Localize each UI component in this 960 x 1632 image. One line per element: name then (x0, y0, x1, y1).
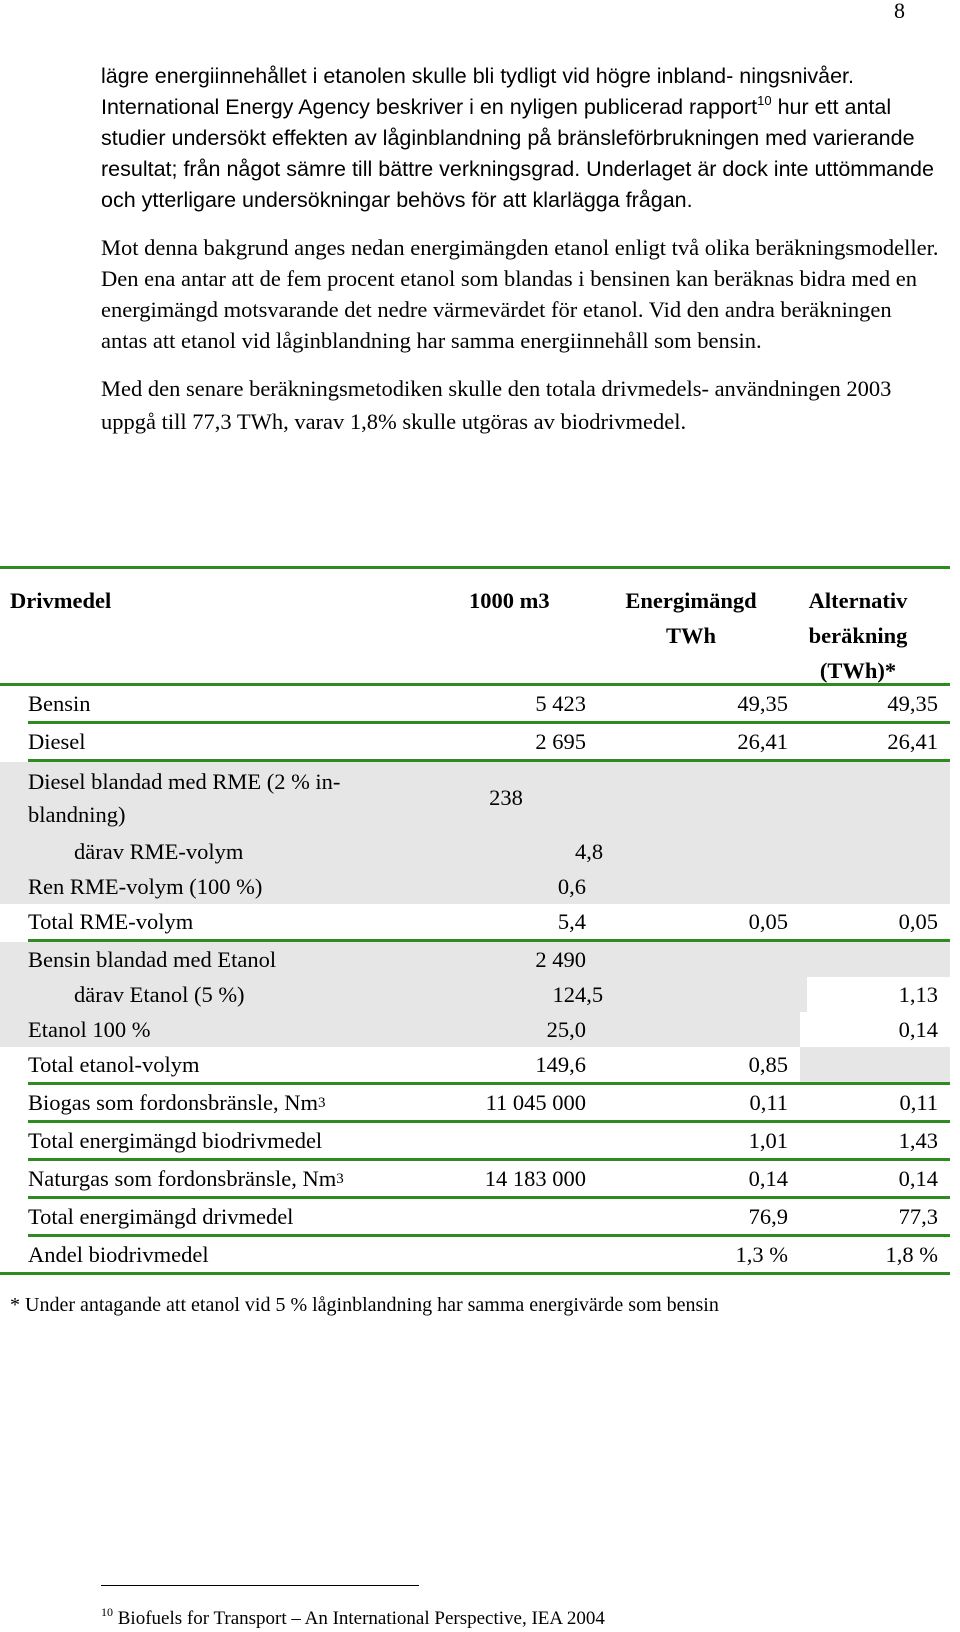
table-row (0, 1085, 950, 1120)
table-row (0, 904, 950, 939)
fuel-table (0, 566, 950, 1275)
cell-energy: 1,01 (748, 1127, 788, 1153)
cell-energy: 49,35 (737, 690, 788, 716)
cell-energy: 0,85 (748, 1051, 788, 1077)
cell-energy: 0,11 (749, 1089, 788, 1115)
row-label: Total energimängd drivmedel (28, 1203, 294, 1229)
cell-volume: 0,6 (557, 873, 586, 899)
cell-energy (594, 869, 800, 904)
cell-volume: 14 183 000 (484, 1165, 586, 1191)
table-row (0, 724, 950, 759)
table-note: * Under antagande att etanol vid 5 % låginblandning har samma energivärde som bensin (10, 1294, 719, 1316)
header-energy: Energimängd TWh (625, 588, 757, 648)
cell-alternative: 49,35 (887, 690, 938, 716)
cell-alternative: 0,11 (899, 1089, 938, 1115)
cell-volume (438, 1237, 594, 1272)
row-label-text: Naturgas som fordonsbränsle, Nm (28, 1165, 337, 1191)
cell-alternative: 0,14 (898, 1165, 938, 1191)
table-row (0, 977, 950, 1012)
cell-energy (594, 942, 800, 977)
cell-alternative (800, 762, 950, 834)
cell-energy: 1,3 % (735, 1241, 788, 1267)
table-row (0, 1012, 950, 1047)
table-header (0, 569, 950, 683)
cell-alternative: 1,43 (898, 1127, 938, 1153)
paragraph-2: Mot denna bakgrund anges nedan energimängden etanol enligt två olika beräkningsmodeller. Den ena antar att de fem procent etanol som blandas i bensinen kan beräknas bidra med en energimängd motsvarande det nedre värmevärdet för etanol. Vid den andra beräkningen antas att etanol vid låginblandning har samma energiinnehåll som bensin. (101, 235, 939, 353)
header-alternative: Alternativ beräkning (TWh)* (808, 588, 908, 683)
cell-volume: 124,5 (552, 981, 604, 1007)
cell-energy: 0,05 (748, 908, 788, 934)
cell-alternative: 0,14 (800, 1012, 950, 1047)
row-label: Biogas som fordonsbränsle, Nm 3 (28, 1089, 326, 1115)
cell-alternative (800, 942, 950, 977)
cell-volume (438, 1123, 594, 1158)
table-bottom-rule (0, 1272, 950, 1275)
table-row (0, 834, 950, 869)
row-label-text: Biogas som fordonsbränsle, Nm (28, 1089, 318, 1115)
cell-volume: 11 045 000 (485, 1089, 586, 1115)
cell-energy (611, 834, 807, 869)
table-row (0, 942, 950, 977)
cell-volume: 4,8 (575, 838, 604, 864)
row-label: Diesel blandad med RME (2 % in- blandning) (28, 769, 341, 827)
cell-alternative (807, 834, 950, 869)
cell-energy: 0,14 (748, 1165, 788, 1191)
row-label: Naturgas som fordonsbränsle, Nm 3 (28, 1165, 344, 1191)
paragraph-1 (101, 61, 941, 216)
row-label: Diesel (28, 728, 86, 754)
cell-volume: 5,4 (557, 908, 586, 934)
cell-energy (594, 762, 800, 834)
row-label: Bensin (28, 690, 91, 716)
cell-energy (611, 977, 807, 1012)
row-label: Bensin blandad med Etanol (28, 946, 277, 972)
cell-energy: 26,41 (737, 728, 788, 754)
cell-alternative: 0,05 (898, 908, 938, 934)
cell-alternative: 26,41 (887, 728, 938, 754)
table-row (0, 1123, 950, 1158)
cell-volume (438, 1199, 594, 1234)
cell-volume: 2 695 (535, 728, 586, 754)
table-row (0, 1161, 950, 1196)
cell-volume: 2 490 (535, 946, 586, 972)
table-row (0, 1237, 950, 1272)
paragraph-1-start: lägre energiinnehållet i etanolen skulle bli tydligt vid högre inbland- ningsnivåer. International Energy Agency beskriver i en nyligen publicerad rapport (101, 64, 854, 119)
table-row (0, 762, 950, 834)
cell-alternative (800, 869, 950, 904)
table-row (0, 686, 950, 721)
cell-alternative: 77,3 (898, 1203, 938, 1229)
body-text (101, 61, 941, 454)
row-label: Total RME-volym (28, 908, 194, 934)
cell-alternative: 1,13 (807, 977, 950, 1012)
footnote-number: 10 (101, 1605, 113, 1619)
paragraph-1-end: hur ett antal studier undersökt effekten av låginblandning på bränsleförbrukningen med varierande resultat; från något sämre till bättre verkningsgrad. Underlaget är dock inte uttömmande och ytterligare undersökningar behövs för att klarlägga frågan. (101, 95, 934, 212)
cell-energy (594, 1012, 800, 1047)
row-label: Ren RME-volym (100 %) (28, 873, 263, 899)
paragraph-3: Med den senare beräkningsmetodiken skulle den totala drivmedels- användningen 2003 uppgå till 77,3 TWh, varav 1,8% skulle utgöras av biodrivmedel. (101, 376, 892, 434)
row-label: Total energimängd biodrivmedel (28, 1127, 323, 1153)
row-label: Andel biodrivmedel (28, 1241, 209, 1267)
table-row (0, 1047, 950, 1082)
footnote (101, 1605, 605, 1630)
table-row (0, 1199, 950, 1234)
cell-energy: 76,9 (748, 1203, 788, 1229)
cell-volume: 5 423 (535, 690, 586, 716)
header-volume: 1000 m3 (469, 588, 550, 613)
header-drivmedel: Drivmedel (10, 588, 112, 613)
row-label: därav RME-volym (74, 838, 244, 864)
footnote-text: Biofuels for Transport – An International Perspective, IEA 2004 (117, 1608, 605, 1629)
cell-volume: 238 (489, 785, 523, 810)
row-label: Total etanol-volym (28, 1051, 200, 1077)
cell-alternative (800, 1047, 950, 1082)
footnote-reference[interactable]: 10 (757, 93, 772, 108)
row-label: därav Etanol (5 %) (74, 981, 245, 1007)
row-label: Etanol 100 % (28, 1016, 151, 1042)
cell-volume: 25,0 (546, 1016, 586, 1042)
footnote-divider (101, 1585, 419, 1586)
table-row (0, 869, 950, 904)
cell-alternative: 1,8 % (885, 1241, 938, 1267)
cell-volume: 149,6 (535, 1051, 586, 1077)
page-number: 8 (894, 0, 905, 23)
